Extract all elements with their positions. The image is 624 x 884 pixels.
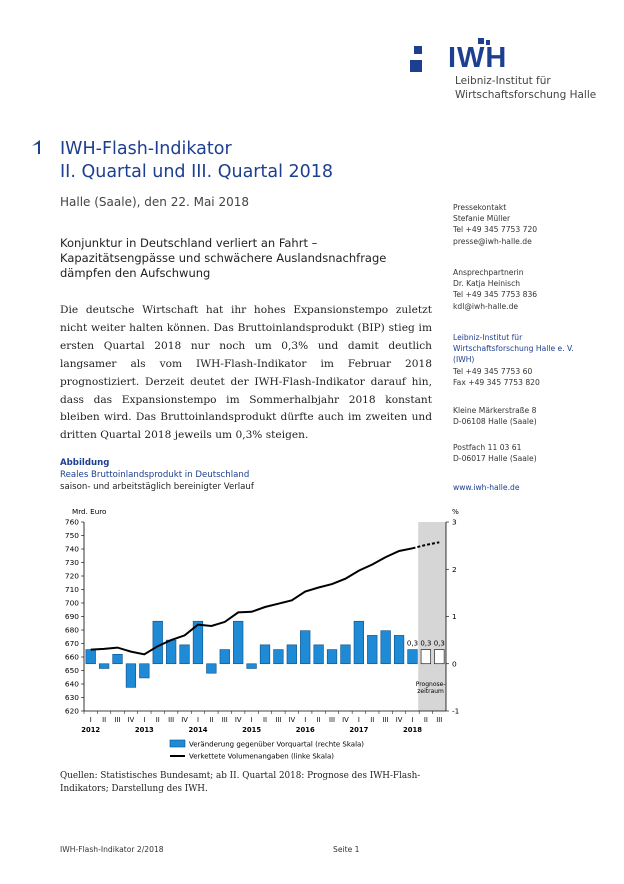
address: Kleine Märkerstraße 8 D-06108 Halle (Saale)	[453, 406, 537, 427]
left-axis-unit: Mrd. Euro	[72, 507, 107, 516]
left-tick-label: 630	[64, 693, 79, 702]
gdp-change-bar	[314, 645, 324, 664]
left-tick-label: 760	[64, 517, 79, 527]
gdp-change-bar	[274, 650, 284, 664]
body-text: Die deutsche Wirtschaft hat ihr hohes Expansionstempo zuletzt nicht weiter halten können. Das Bruttoinlandsprodukt (BIP) stieg im ersten Quartal 2018 nur noch um 0,3% und damit deutlich langsamer als vom IWH-Flash-Indikator im Februar 2018 prognostiziert. Derzeit deutet der IWH-Flash-Indikator darauf hin, dass das Expansionstempo im Sommerhalbjahr 2018 konstant bleiben wird. Das Bruttoinlandsprodukt dürfte auch im zweiten und dritten Quartal 2018 jeweils um 0,3% steigen.	[60, 304, 432, 442]
quarter-label: II	[102, 716, 107, 724]
quarter-label: I	[143, 716, 146, 724]
left-tick-label: 660	[64, 652, 79, 662]
quarter-label: I	[304, 716, 307, 724]
press-email-link[interactable]: presse@iwh-halle.de	[453, 236, 532, 246]
quarter-label: II	[423, 716, 428, 724]
quarter-label: I	[250, 716, 253, 724]
quarter-label: IV	[288, 716, 296, 724]
year-label: 2016	[295, 726, 315, 734]
gdp-change-bar	[367, 635, 377, 663]
gdp-change-bar	[394, 635, 404, 663]
gdp-change-bar	[354, 621, 364, 664]
quarter-label: III	[382, 716, 389, 724]
quarter-label: II	[370, 716, 375, 724]
year-label: 2012	[81, 726, 101, 734]
right-tick-label: 3	[452, 517, 457, 527]
quarter-label: IV	[395, 716, 403, 724]
page-title: IWH-Flash-Indikator II. Quartal und III. Quartal 2018	[60, 139, 334, 182]
legend-line-label: Verkettete Volumenangaben (linke Skala)	[189, 752, 334, 761]
left-tick-label: 680	[64, 625, 79, 635]
year-label: 2015	[242, 726, 262, 734]
forecast-label: zeitraum	[417, 687, 444, 695]
year-label: 2014	[188, 726, 208, 734]
gdp-change-bar	[260, 645, 270, 664]
right-tick-label: 2	[452, 564, 457, 574]
press-contact: Pressekontakt Stefanie Müller Tel +49 345 7753 720 presse@iwh-halle.de	[453, 203, 538, 246]
gdp-change-bar	[341, 645, 351, 664]
gdp-change-bar	[207, 664, 217, 673]
footer-left: IWH-Flash-Indikator 2/2018	[60, 845, 164, 854]
gdp-change-bar	[140, 664, 150, 678]
quarter-label: I	[357, 716, 360, 724]
gdp-change-bar	[166, 640, 176, 664]
gdp-change-bar	[153, 621, 163, 664]
quarter-label: IV	[127, 716, 135, 724]
quarter-label: II	[262, 716, 268, 724]
left-tick-label: 700	[64, 598, 79, 608]
gdp-change-bar	[287, 645, 297, 664]
left-tick-label: 720	[64, 571, 79, 581]
left-tick-label: 730	[64, 558, 79, 567]
year-label: 2017	[349, 726, 369, 734]
right-tick-label: 0	[452, 659, 457, 669]
iwh-logo: IWH	[448, 42, 508, 74]
year-label: 2013	[134, 726, 154, 734]
logo-subtitle: Leibniz-Institut für Wirtschaftsforschung Halle	[455, 75, 597, 101]
left-tick-label: 670	[64, 639, 79, 648]
quarter-label: III	[168, 716, 175, 724]
quarter-label: III	[329, 716, 336, 724]
partner-email-link[interactable]: kdl@iwh-halle.de	[453, 301, 519, 311]
gdp-change-bar	[247, 664, 257, 669]
gdp-change-bar	[99, 664, 109, 669]
sources-note: Quellen: Statistisches Bundesamt; ab II. Quartal 2018: Prognose des IWH-Flash-Indikators; Darstellung des IWH.	[60, 771, 421, 794]
left-tick-label: 690	[64, 612, 79, 621]
forecast-label: Prognose-	[415, 680, 446, 688]
figure-subtitle: saison- und arbeitstäglich bereinigter Verlauf	[60, 482, 254, 492]
left-tick-label: 650	[64, 666, 79, 675]
page-number: Seite 1	[333, 845, 360, 854]
institute-contact: Leibniz-Institut für Wirtschaftsforschung Halle e. V. (IWH) Tel +49 345 7753 60 Fax +49 345 7753 820	[453, 333, 574, 387]
left-tick-label: 740	[64, 544, 79, 554]
quarter-label: III	[221, 716, 228, 724]
figure-title: Reales Bruttoinlandsprodukt in Deutschland	[60, 470, 250, 480]
quarter-label: III	[275, 716, 282, 724]
figure-label: Abbildung	[60, 458, 110, 468]
quarter-label: II	[316, 716, 321, 724]
quarter-label: III	[114, 716, 121, 724]
right-tick-label: -1	[452, 706, 460, 716]
gdp-change-bar	[113, 654, 123, 663]
bar-value-label: 0,3	[406, 639, 419, 648]
gdp-change-bar	[180, 645, 190, 664]
legend-bar-swatch	[170, 740, 185, 747]
gdp-chart	[56, 498, 476, 766]
quarter-label: II	[155, 716, 160, 724]
website-link[interactable]: www.iwh-halle.de	[453, 483, 520, 492]
right-tick-label: 1	[452, 612, 457, 621]
title-marker-icon	[32, 140, 46, 154]
left-tick-label: 710	[64, 585, 79, 594]
gdp-change-bar	[421, 650, 431, 664]
left-tick-label: 750	[64, 531, 79, 540]
quarter-label: IV	[234, 716, 242, 724]
dateline: Halle (Saale), den 22. Mai 2018	[60, 195, 249, 209]
gdp-change-bar	[126, 664, 136, 688]
gdp-change-bar	[327, 650, 337, 664]
bar-value-label: 0,3	[420, 639, 432, 648]
quarter-label: III	[436, 716, 443, 724]
contact-person: Ansprechpartnerin Dr. Katja Heinisch Tel +49 345 7753 836 kdl@iwh-halle.de	[453, 268, 538, 311]
year-label: 2018	[403, 726, 422, 734]
gdp-change-bar	[381, 631, 391, 664]
gdp-change-bar	[408, 650, 418, 664]
left-tick-label: 640	[64, 679, 79, 689]
gdp-change-bar	[233, 621, 243, 664]
quarter-label: I	[89, 716, 92, 724]
gdp-volume-line	[91, 548, 413, 654]
headline: Konjunktur in Deutschland verliert an Fahrt – Kapazitätsengpässe und schwächere Auslandsnachfrage dämpfen den Aufschwung	[60, 236, 387, 280]
gdp-change-bar	[86, 650, 96, 664]
gdp-change-bar	[300, 631, 310, 664]
quarter-label: IV	[181, 716, 188, 724]
quarter-label: IV	[342, 716, 349, 724]
gdp-change-bar	[220, 650, 230, 664]
quarter-label: I	[411, 716, 414, 724]
gdp-change-bar	[434, 650, 444, 664]
left-tick-label: 620	[64, 706, 79, 716]
right-axis-unit: %	[452, 507, 459, 516]
quarter-label: I	[196, 716, 199, 724]
bar-value-label: 0,3	[433, 639, 445, 648]
legend-bar-label: Veränderung gegenüber Vorquartal (rechte Skala)	[189, 740, 365, 749]
postal-address: Postfach 11 03 61 D-06017 Halle (Saale)	[453, 443, 537, 464]
quarter-label: II	[209, 716, 214, 724]
